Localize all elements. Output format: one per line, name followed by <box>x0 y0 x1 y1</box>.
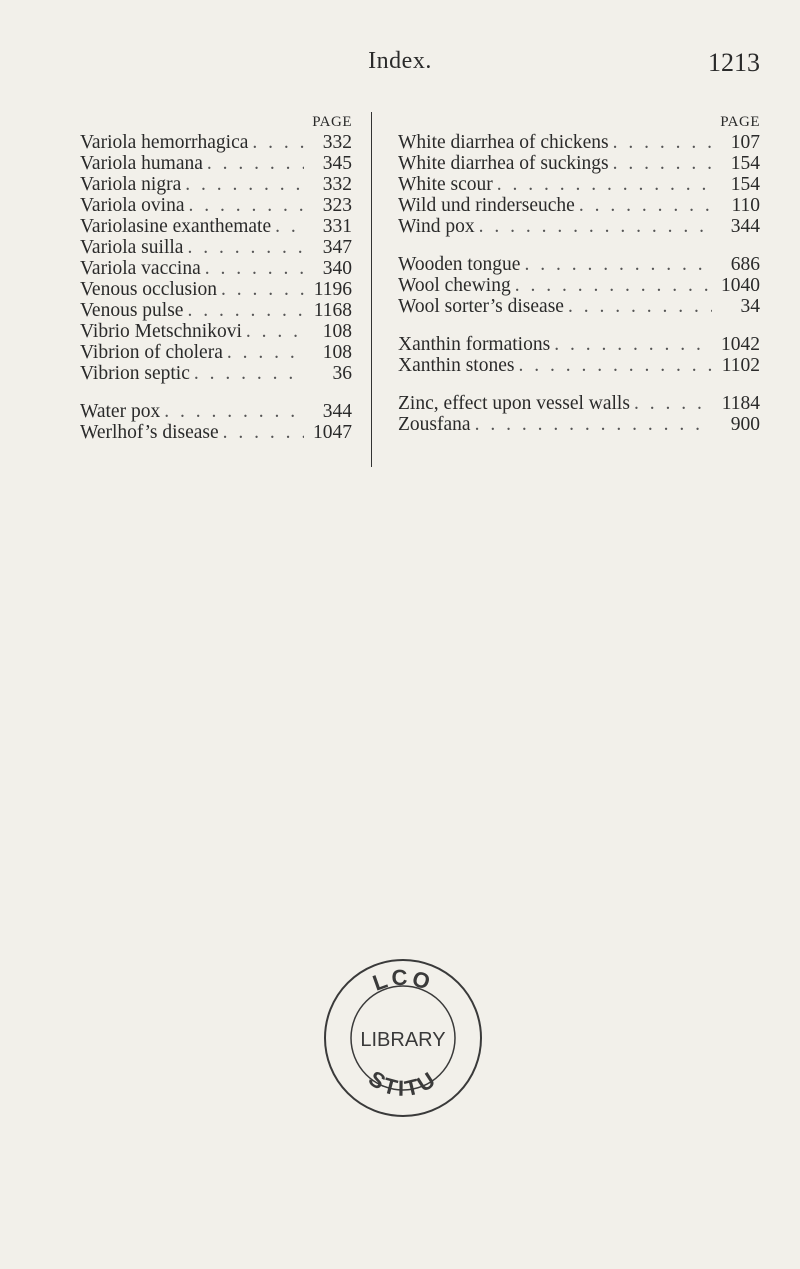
page-number: 1213 <box>708 48 760 77</box>
leader-dots <box>221 279 304 300</box>
entry-page: 107 <box>730 132 760 153</box>
entry-term: Variola vaccina <box>80 258 201 279</box>
entry-page: 347 <box>322 237 352 258</box>
entry-page: 1196 <box>313 279 352 300</box>
index-column-right <box>398 112 760 435</box>
index-entry <box>80 300 352 321</box>
leader-dots <box>194 363 304 384</box>
entry-page: 1042 <box>721 334 760 355</box>
entry-gap <box>80 384 352 401</box>
entry-page: 34 <box>740 296 760 317</box>
entry-page: 36 <box>332 363 352 384</box>
entry-page: 340 <box>322 258 352 279</box>
leader-dots <box>479 216 712 237</box>
leader-dots <box>579 195 712 216</box>
index-entry <box>398 393 760 414</box>
column-divider <box>371 112 372 467</box>
index-entry <box>398 254 760 275</box>
leader-dots <box>475 414 712 435</box>
leader-dots <box>246 321 304 342</box>
index-entry <box>80 342 352 363</box>
leader-dots <box>185 174 304 195</box>
running-header-title: Index. <box>368 48 432 74</box>
index-entry <box>80 174 352 195</box>
entry-gap <box>398 237 760 254</box>
leader-dots <box>223 422 304 443</box>
entry-term: Vibrion of cholera <box>80 342 223 363</box>
leader-dots <box>497 174 712 195</box>
entry-page: 1102 <box>721 355 760 376</box>
entry-gap <box>398 376 760 393</box>
entry-page: 686 <box>730 254 760 275</box>
entry-term: Wild und rinderseuche <box>398 195 575 216</box>
leader-dots <box>164 401 304 422</box>
entry-page: 344 <box>322 401 352 422</box>
entry-page: 154 <box>730 174 760 195</box>
index-entry <box>80 401 352 422</box>
entry-page: 108 <box>322 342 352 363</box>
entry-page: 108 <box>322 321 352 342</box>
index-entry <box>398 296 760 317</box>
index-entry <box>398 153 760 174</box>
entry-page: 1040 <box>721 275 760 296</box>
stamp-center-text: LIBRARY <box>360 1029 446 1051</box>
entry-term: Werlhof’s disease <box>80 422 219 443</box>
index-entry <box>398 334 760 355</box>
leader-dots <box>613 153 712 174</box>
entry-page: 332 <box>322 132 352 153</box>
entry-page: 900 <box>730 414 760 435</box>
index-column-left <box>80 112 352 443</box>
entry-term: Zousfana <box>398 414 471 435</box>
entry-term: Wooden tongue <box>398 254 521 275</box>
page-column-label: PAGE <box>312 114 352 130</box>
index-entry <box>80 258 352 279</box>
entry-page: 154 <box>730 153 760 174</box>
entry-term: Wind pox <box>398 216 475 237</box>
entry-page: 110 <box>731 195 760 216</box>
leader-dots <box>189 195 304 216</box>
leader-dots <box>227 342 304 363</box>
entry-term: Water pox <box>80 401 161 422</box>
library-stamp <box>318 950 488 1120</box>
entry-term: Wool chewing <box>398 275 511 296</box>
entry-term: Vibrio Metschnikovi <box>80 321 242 342</box>
leader-dots <box>568 296 712 317</box>
leader-dots <box>207 153 304 174</box>
entry-term: White scour <box>398 174 493 195</box>
leader-dots <box>187 237 304 258</box>
page-column-label: PAGE <box>720 114 760 130</box>
index-entry <box>398 275 760 296</box>
index-entry <box>80 363 352 384</box>
entry-term: Vibrion septic <box>80 363 190 384</box>
entry-gap <box>398 317 760 334</box>
index-entry <box>398 355 760 376</box>
index-entry <box>80 195 352 216</box>
leader-dots <box>275 216 304 237</box>
leader-dots <box>554 334 712 355</box>
entry-term: Zinc, effect upon vessel walls <box>398 393 630 414</box>
index-entry <box>80 216 352 237</box>
entry-page: 1168 <box>313 300 352 321</box>
entry-term: White diarrhea of suckings <box>398 153 609 174</box>
entry-page: 332 <box>322 174 352 195</box>
index-entry <box>398 414 760 435</box>
entry-page: 323 <box>322 195 352 216</box>
entry-term: Xanthin formations <box>398 334 551 355</box>
entry-page: 1047 <box>313 422 352 443</box>
leader-dots <box>252 132 304 153</box>
index-entry <box>80 422 352 443</box>
leader-dots <box>187 300 304 321</box>
entry-term: White diarrhea of chickens <box>398 132 609 153</box>
entry-term: Venous pulse <box>80 300 184 321</box>
leader-dots <box>515 275 712 296</box>
entry-term: Variola nigra <box>80 174 182 195</box>
leader-dots <box>205 258 304 279</box>
stamp-top-text: LCO <box>369 964 437 996</box>
index-entry <box>398 132 760 153</box>
leader-dots <box>613 132 712 153</box>
leader-dots <box>518 355 712 376</box>
entry-page: 344 <box>730 216 760 237</box>
stamp-bottom-text: STITU <box>364 1065 442 1102</box>
entry-term: Xanthin stones <box>398 355 515 376</box>
entry-list <box>80 132 352 443</box>
entry-term: Variola suilla <box>80 237 184 258</box>
index-entry <box>398 195 760 216</box>
index-entry <box>398 216 760 237</box>
entry-term: Venous occlusion <box>80 279 218 300</box>
entry-term: Variolasine exanthemate <box>80 216 272 237</box>
entry-term: Variola humana <box>80 153 203 174</box>
entry-page: 1184 <box>721 393 760 414</box>
entry-page: 331 <box>322 216 352 237</box>
index-entry <box>80 132 352 153</box>
entry-term: Variola hemorrhagica <box>80 132 249 153</box>
entry-page: 345 <box>322 153 352 174</box>
index-entry <box>80 237 352 258</box>
index-entry <box>80 153 352 174</box>
leader-dots <box>524 254 712 275</box>
entry-term: Variola ovina <box>80 195 185 216</box>
index-entry <box>80 321 352 342</box>
index-entry <box>398 174 760 195</box>
leader-dots <box>634 393 712 414</box>
entry-term: Wool sorter’s disease <box>398 296 564 317</box>
entry-list <box>398 132 760 435</box>
index-entry <box>80 279 352 300</box>
